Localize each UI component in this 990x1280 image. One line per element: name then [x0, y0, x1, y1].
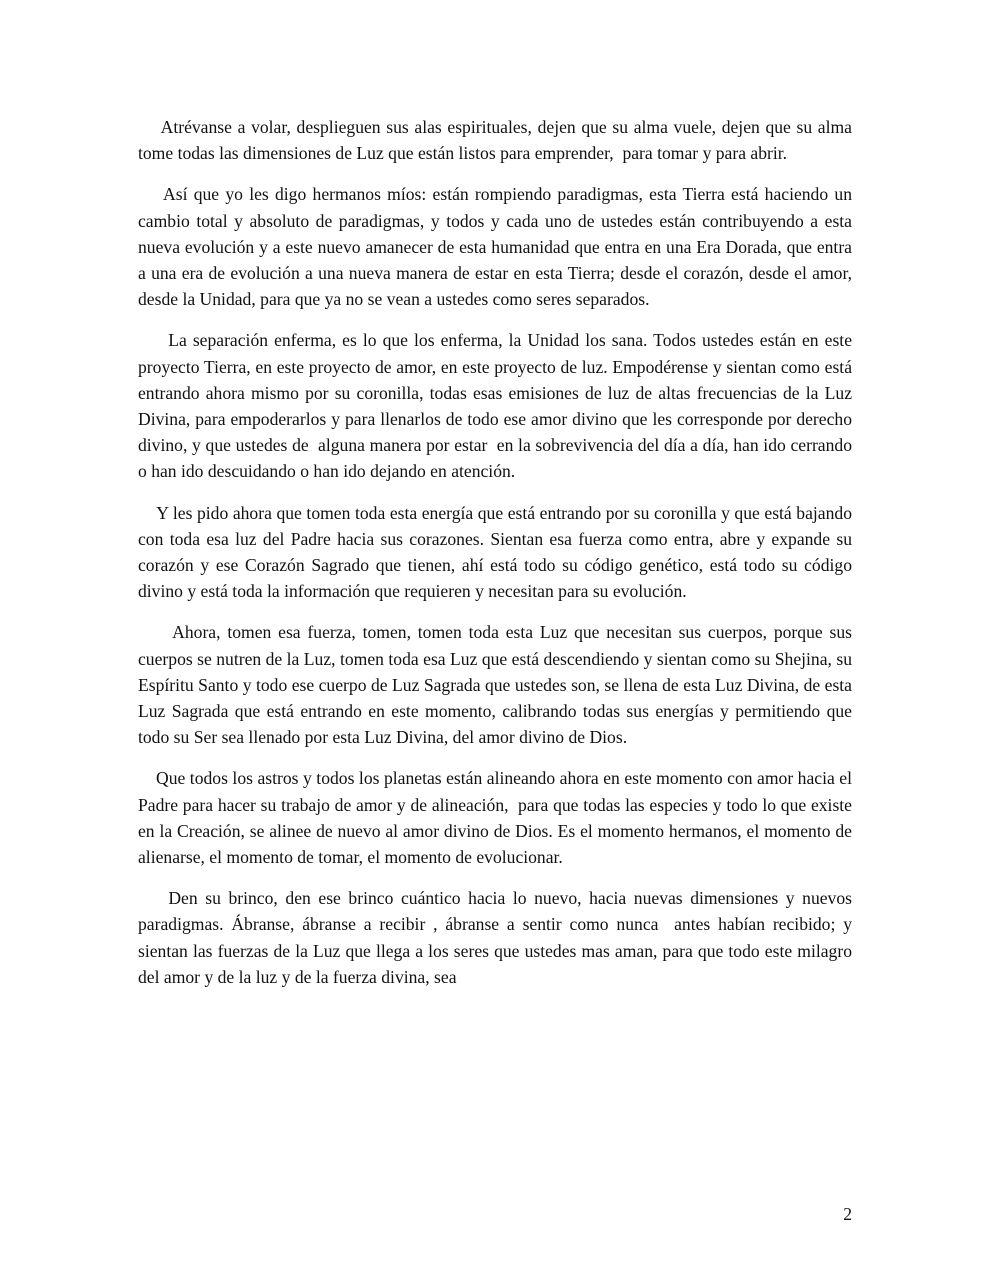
paragraph: Ahora, tomen esa fuerza, tomen, tomen toda esta Luz que necesitan sus cuerpos, porque sus cuerpos se nutren de la Luz, tomen toda esa Luz que está descendiendo y sientan como su Shejina, su Espíritu Santo y todo ese cuerpo de Luz Sagrada que ustedes son, se llena de esta Luz Divina, de esta Luz Sagrada que está entrando en este momento, calibrando todas sus energías y permitiendo que todo su Ser sea llenado por esta Luz Divina, del amor divino de Dios.	[138, 622, 857, 748]
paragraph: Que todos los astros y todos los planetas están alineando ahora en este momento con amor hacia el Padre para hacer su trabajo de amor y de alineación, para que todas las especies y todo lo que existe en la Creación, se alinee de nuevo al amor divino de Dios. Es el momento hermanos, el momento de alienarse, el momento de tomar, el momento de evolucionar.	[138, 768, 857, 868]
paragraph: La separación enferma, es lo que los enferma, la Unidad los sana. Todos ustedes están en este proyecto Tierra, en este proyecto de amor, en este proyecto de luz. Empodérense y sientan como está entrando ahora mismo por su coronilla, todas esas emisiones de luz de altas frecuencias de la Luz Divina, para empoderarlos y para llenarlos de todo ese amor divino que les corresponde por derecho divino, y que ustedes de alguna manera por estar en la sobrevivencia del día a día, han ido cerrando o han ido descuidando o han ido dejando en atención.	[138, 330, 857, 482]
page-number: 2	[843, 1204, 852, 1224]
page-body	[138, 114, 857, 1005]
paragraph: Así que yo les digo hermanos míos: están rompiendo paradigmas, esta Tierra está haciendo un cambio total y absoluto de paradigmas, y todos y cada uno de ustedes están contribuyendo a esta nueva evolución y a este nuevo amanecer de esta humanidad que entra en una Era Dorada, que entra a una era de evolución a una nueva manera de estar en esta Tierra; desde el corazón, desde el amor, desde la Unidad, para que ya no se vean a ustedes como seres separados.	[138, 184, 857, 310]
paragraph: Den su brinco, den ese brinco cuántico hacia lo nuevo, hacia nuevas dimensiones y nuevos paradigmas. Ábranse, ábranse a recibir , ábranse a sentir como nunca antes habían recibido; y sientan las fuerzas de la Luz que llega a los seres que ustedes mas aman, para que todo este milagro del amor y de la luz y de la fuerza divina, sea	[138, 888, 857, 987]
paragraph: Y les pido ahora que tomen toda esta energía que está entrando por su coronilla y que está bajando con toda esa luz del Padre hacia sus corazones. Sientan esa fuerza como entra, abre y expande su corazón y ese Corazón Sagrado que tienen, ahí está todo su código genético, está todo su código divino y está toda la información que requieren y necesitan para su evolución.	[138, 502, 857, 602]
paragraph: Atrévanse a volar, desplieguen sus alas espirituales, dejen que su alma vuele, dejen que su alma tome todas las dimensiones de Luz que están listos para emprender, para tomar y para abrir.	[138, 117, 857, 164]
